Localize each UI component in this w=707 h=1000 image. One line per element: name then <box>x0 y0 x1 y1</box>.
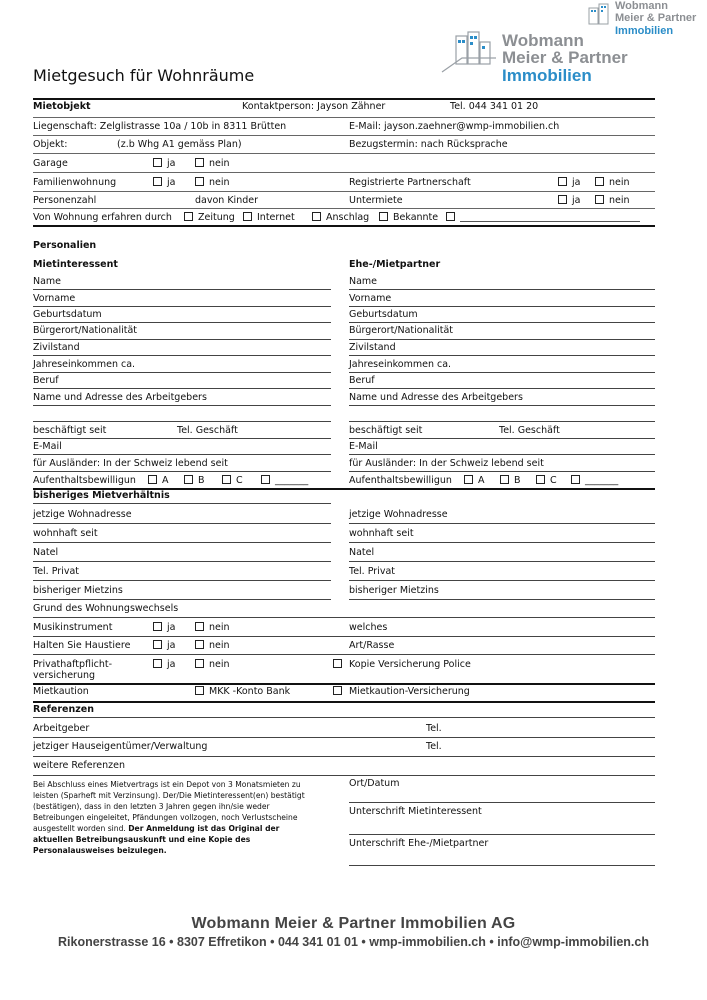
partnership-yes-label: ja <box>572 177 581 188</box>
partner-current-address-label: jetzige Wohnadresse <box>349 509 448 520</box>
applicant-foreigner-label: für Ausländer: In der Schweiz lebend seit <box>33 458 228 469</box>
reference-landlord-phone-label: Tel. <box>426 741 442 752</box>
partner-civil-status-field[interactable] <box>349 355 655 356</box>
move-in-date: Bezugstermin: nach Rücksprache <box>349 139 508 150</box>
partner-email-field[interactable] <box>349 454 655 455</box>
legal-notice <box>33 779 318 856</box>
liability-label-2: versicherung <box>33 670 96 681</box>
instrument-which-label: welches <box>349 622 388 633</box>
applicant-email-label: E-Mail <box>33 441 62 452</box>
reference-other-field[interactable] <box>33 775 655 776</box>
sublease-yes-checkbox[interactable] <box>558 195 567 204</box>
pets-no-checkbox[interactable] <box>195 640 204 649</box>
reference-other-label: weitere Referenzen <box>33 760 126 771</box>
partner-nationality-label: Bürgerort/Nationalität <box>349 325 453 336</box>
logo-line3: Immobilien <box>502 66 592 84</box>
objekt-field[interactable]: (z.b Whg A1 gemäss Plan) <box>117 139 242 150</box>
partner-employed-field[interactable] <box>349 438 655 439</box>
policy-copy-label: Kopie Versicherung Police <box>349 659 471 670</box>
partner-income-field[interactable] <box>349 372 655 373</box>
liability-no-label: nein <box>209 659 230 670</box>
partner-permit-a-label: A <box>478 475 485 486</box>
legal-notice-text: Bei Abschluss eines Mietvertrags ist ein Depot von 3 Monatsmieten zu leisten (Sparheft mit Verzinsung). Der/Die Mietinteressent(en) bestätigt (bestätigen), dass in den letzten 3 Jahren gegen ihn/sie weder Betreibungen eingeleitet, Pfändungen vollzogen, noch Verlustscheine ausgestellt worden sind. <box>33 780 305 833</box>
partner-permit-other-checkbox[interactable] <box>571 475 580 484</box>
partner-permit-c-checkbox[interactable] <box>536 475 545 484</box>
source-newspaper-checkbox[interactable] <box>184 212 193 221</box>
partner-permit-label: Aufenthaltsbewilligun <box>349 475 452 486</box>
deposit-bank-checkbox[interactable] <box>195 686 204 695</box>
applicant-permit-c-label: C <box>236 475 243 486</box>
applicant-profession-label: Beruf <box>33 375 59 386</box>
signature-partner-field[interactable] <box>349 865 655 866</box>
reference-employer-phone-label: Tel. <box>426 723 442 734</box>
applicant-permit-other-field[interactable]: _______ <box>275 475 309 486</box>
current-address-label: jetzige Wohnadresse <box>33 509 132 520</box>
applicant-birthdate-label: Geburtsdatum <box>33 309 102 320</box>
pets-yes-checkbox[interactable] <box>153 640 162 649</box>
applicant-civil-status-field[interactable] <box>33 355 331 356</box>
divider <box>33 191 655 192</box>
partner-private-phone-label: Tel. Privat <box>349 566 395 577</box>
partner-resident-since-label: wohnhaft seit <box>349 528 414 539</box>
family-label: Familienwohnung <box>33 177 117 188</box>
signature-partner-label: Unterschrift Ehe-/Mietpartner <box>349 838 489 849</box>
applicant-name-label: Name <box>33 276 62 287</box>
source-internet-checkbox[interactable] <box>243 212 252 221</box>
divider <box>33 135 655 136</box>
partner-mobile-label: Natel <box>349 547 375 558</box>
partner-permit-b-label: B <box>514 475 521 486</box>
garage-yes-checkbox[interactable] <box>153 158 162 167</box>
page-title: Mietgesuch für Wohnräume <box>33 66 255 85</box>
partner-heading: Ehe-/Mietpartner <box>349 259 441 270</box>
source-notice-label: Anschlag <box>326 212 370 223</box>
applicant-firstname-label: Vorname <box>33 293 76 304</box>
divider <box>33 701 655 703</box>
applicant-permit-label: Aufenthaltsbewilligun <box>33 475 136 486</box>
pets-breed-label: Art/Rasse <box>349 640 395 651</box>
applicant-permit-b-checkbox[interactable] <box>184 475 193 484</box>
applicant-permit-b-label: B <box>198 475 205 486</box>
applicant-profession-field[interactable] <box>33 388 331 389</box>
family-no-label: nein <box>209 177 230 188</box>
garage-yes-label: ja <box>167 158 176 169</box>
reference-landlord-field[interactable] <box>33 756 655 757</box>
deposit-bank-label: MKK -Konto Bank <box>209 686 291 697</box>
sublease-no-checkbox[interactable] <box>595 195 604 204</box>
source-internet-label: Internet <box>257 212 295 223</box>
applicant-nationality-label: Bürgerort/Nationalität <box>33 325 137 336</box>
applicant-permit-a-checkbox[interactable] <box>148 475 157 484</box>
logo-line1: Wobmann <box>502 31 584 50</box>
applicant-permit-c-checkbox[interactable] <box>222 475 231 484</box>
instrument-no-checkbox[interactable] <box>195 622 204 631</box>
previous-rent-field[interactable] <box>33 599 331 600</box>
partner-permit-c-label: C <box>550 475 557 486</box>
source-acquaintance-checkbox[interactable] <box>379 212 388 221</box>
applicant-heading: Mietinteressent <box>33 259 118 270</box>
persons-label: Personenzahl <box>33 195 97 206</box>
divider <box>33 172 655 173</box>
resident-since-field[interactable] <box>33 542 331 543</box>
deposit-insurance-label: Mietkaution-Versicherung <box>349 686 470 697</box>
applicant-permit-a-label: A <box>162 475 169 486</box>
contact-phone: Tel. 044 341 01 20 <box>450 101 539 112</box>
source-notice-checkbox[interactable] <box>312 212 321 221</box>
contact-email: E-Mail: jayson.zaehner@wmp-immobilien.ch <box>349 121 560 132</box>
source-other-checkbox[interactable] <box>446 212 455 221</box>
section-rental-heading: bisheriges Mietverhältnis <box>33 490 170 501</box>
section-references-heading: Referenzen <box>33 704 94 715</box>
partnership-no-checkbox[interactable] <box>595 177 604 186</box>
applicant-income-field[interactable] <box>33 372 331 373</box>
applicant-employer-field-2[interactable] <box>33 421 331 422</box>
sublease-yes-label: ja <box>572 195 581 206</box>
move-reason-label: Grund des Wohnungswechsels <box>33 603 179 614</box>
logo-small-line1: Wobmann <box>615 0 668 12</box>
private-phone-label: Tel. Privat <box>33 566 79 577</box>
source-newspaper-label: Zeitung <box>198 212 235 223</box>
pets-no-label: nein <box>209 640 230 651</box>
partner-employer-field[interactable] <box>349 405 655 406</box>
children-label: davon Kinder <box>195 195 258 206</box>
applicant-work-phone-label: Tel. Geschäft <box>177 425 238 436</box>
partner-mobile-field[interactable] <box>349 561 655 562</box>
applicant-email-field[interactable] <box>33 454 331 455</box>
partner-birthdate-label: Geburtsdatum <box>349 309 418 320</box>
family-no-checkbox[interactable] <box>195 177 204 186</box>
liability-yes-checkbox[interactable] <box>153 659 162 668</box>
source-acquaintance-label: Bekannte <box>393 212 439 223</box>
divider <box>33 117 655 118</box>
partnership-no-label: nein <box>609 177 630 188</box>
partner-name-field[interactable] <box>349 289 655 290</box>
deposit-insurance-checkbox[interactable] <box>333 686 342 695</box>
mobile-field[interactable] <box>33 561 331 562</box>
applicant-permit-other-checkbox[interactable] <box>261 475 270 484</box>
instrument-no-label: nein <box>209 622 230 633</box>
partner-foreigner-field[interactable] <box>349 471 655 472</box>
applicant-firstname-field[interactable] <box>33 306 331 307</box>
partner-permit-a-checkbox[interactable] <box>464 475 473 484</box>
applicant-foreigner-field[interactable] <box>33 471 331 472</box>
divider <box>33 98 655 100</box>
partner-firstname-field[interactable] <box>349 306 655 307</box>
sublease-label: Untermiete <box>349 195 403 206</box>
divider <box>33 208 655 209</box>
applicant-birthdate-field[interactable] <box>33 322 331 323</box>
applicant-income-label: Jahreseinkommen ca. <box>33 359 136 370</box>
garage-label: Garage <box>33 158 68 169</box>
garage-no-checkbox[interactable] <box>195 158 204 167</box>
pets-yes-label: ja <box>167 640 176 651</box>
instrument-yes-label: ja <box>167 622 176 633</box>
partner-resident-since-field[interactable] <box>349 542 655 543</box>
move-reason-field[interactable] <box>33 617 655 618</box>
divider <box>33 683 655 685</box>
liability-no-checkbox[interactable] <box>195 659 204 668</box>
partnership-label: Registrierte Partnerschaft <box>349 177 471 188</box>
partner-permit-other-field[interactable]: _______ <box>585 475 619 486</box>
footer-company: Wobmann Meier & Partner Immobilien AG <box>191 915 516 932</box>
partner-income-label: Jahreseinkommen ca. <box>349 359 452 370</box>
partner-foreigner-label: für Ausländer: In der Schweiz lebend seit <box>349 458 544 469</box>
partnership-yes-checkbox[interactable] <box>558 177 567 186</box>
partner-nationality-field[interactable] <box>349 339 655 340</box>
applicant-civil-status-label: Zivilstand <box>33 342 80 353</box>
instrument-yes-checkbox[interactable] <box>153 622 162 631</box>
applicant-employed-since-label: beschäftigt seit <box>33 425 107 436</box>
partner-previous-rent-field[interactable] <box>349 599 655 600</box>
property-address: Liegenschaft: Zelglistrasse 10a / 10b in 8311 Brütten <box>33 121 287 132</box>
source-label: Von Wohnung erfahren durch <box>33 212 172 223</box>
private-phone-field[interactable] <box>33 580 331 581</box>
signature-applicant-field[interactable] <box>349 834 655 835</box>
logo-small-line3: Immobilien <box>615 25 674 37</box>
family-yes-checkbox[interactable] <box>153 177 162 186</box>
partner-firstname-label: Vorname <box>349 293 392 304</box>
applicant-employed-field[interactable] <box>33 438 331 439</box>
current-address-field[interactable] <box>33 523 331 524</box>
applicant-nationality-field[interactable] <box>33 339 331 340</box>
applicant-name-field[interactable] <box>33 289 331 290</box>
mobile-label: Natel <box>33 547 59 558</box>
objekt-label: Objekt: <box>33 139 68 150</box>
legal-notice-bold: Der Anmeldung ist das Original der aktuellen Betreibungsauskunft und eine Kopie des Personalausweises beizulegen. <box>33 824 280 855</box>
partner-civil-status-label: Zivilstand <box>349 342 396 353</box>
pets-breed-field[interactable] <box>33 654 655 655</box>
partner-permit-b-checkbox[interactable] <box>500 475 509 484</box>
partner-current-address-field[interactable] <box>349 523 655 524</box>
partner-employed-since-label: beschäftigt seit <box>349 425 423 436</box>
partner-employer-label: Name und Adresse des Arbeitgebers <box>349 392 523 403</box>
section-mietobjekt-heading: Mietobjekt <box>33 101 91 112</box>
logo-small-line2: Meier & Partner <box>615 12 697 24</box>
divider <box>33 225 655 227</box>
pets-label: Halten Sie Haustiere <box>33 640 131 651</box>
partner-name-label: Name <box>349 276 378 287</box>
policy-copy-checkbox[interactable] <box>333 659 342 668</box>
partner-profession-label: Beruf <box>349 375 375 386</box>
section-personalien-heading: Personalien <box>33 240 97 251</box>
deposit-label: Mietkaution <box>33 686 89 697</box>
resident-since-label: wohnhaft seit <box>33 528 98 539</box>
reference-landlord-label: jetziger Hauseigentümer/Verwaltung <box>33 741 208 752</box>
partner-work-phone-label: Tel. Geschäft <box>499 425 560 436</box>
logo-line2: Meier & Partner <box>502 48 628 67</box>
place-date-label: Ort/Datum <box>349 778 400 789</box>
partner-birthdate-field[interactable] <box>349 322 655 323</box>
applicant-employer-field[interactable] <box>33 405 331 406</box>
liability-label: Privathaftpflicht- <box>33 659 113 670</box>
divider <box>33 153 655 154</box>
signature-applicant-label: Unterschrift Mietinteressent <box>349 806 482 817</box>
partner-profession-field[interactable] <box>349 388 655 389</box>
footer-address: Rikonerstrasse 16 • 8307 Effretikon • 044 341 01 01 • wmp-immobilien.ch • info@wmp-immobilien.ch <box>58 935 649 949</box>
divider <box>33 503 331 504</box>
company-logo <box>440 28 640 84</box>
reference-employer-field[interactable] <box>33 737 655 738</box>
applicant-employer-label: Name und Adresse des Arbeitgebers <box>33 392 207 403</box>
divider <box>33 717 655 718</box>
reference-employer-label: Arbeitgeber <box>33 723 90 734</box>
place-date-field[interactable] <box>349 802 655 803</box>
contact-person: Kontaktperson: Jayson Zähner <box>242 101 386 112</box>
source-other-field[interactable] <box>460 221 640 222</box>
instrument-which-field[interactable] <box>33 636 655 637</box>
partner-previous-rent-label: bisheriger Mietzins <box>349 585 439 596</box>
garage-no-label: nein <box>209 158 230 169</box>
previous-rent-label: bisheriger Mietzins <box>33 585 123 596</box>
liability-yes-label: ja <box>167 659 176 670</box>
partner-employer-field-2[interactable] <box>349 421 655 422</box>
family-yes-label: ja <box>167 177 176 188</box>
partner-email-label: E-Mail <box>349 441 378 452</box>
partner-private-phone-field[interactable] <box>349 580 655 581</box>
instrument-label: Musikinstrument <box>33 622 113 633</box>
sublease-no-label: nein <box>609 195 630 206</box>
